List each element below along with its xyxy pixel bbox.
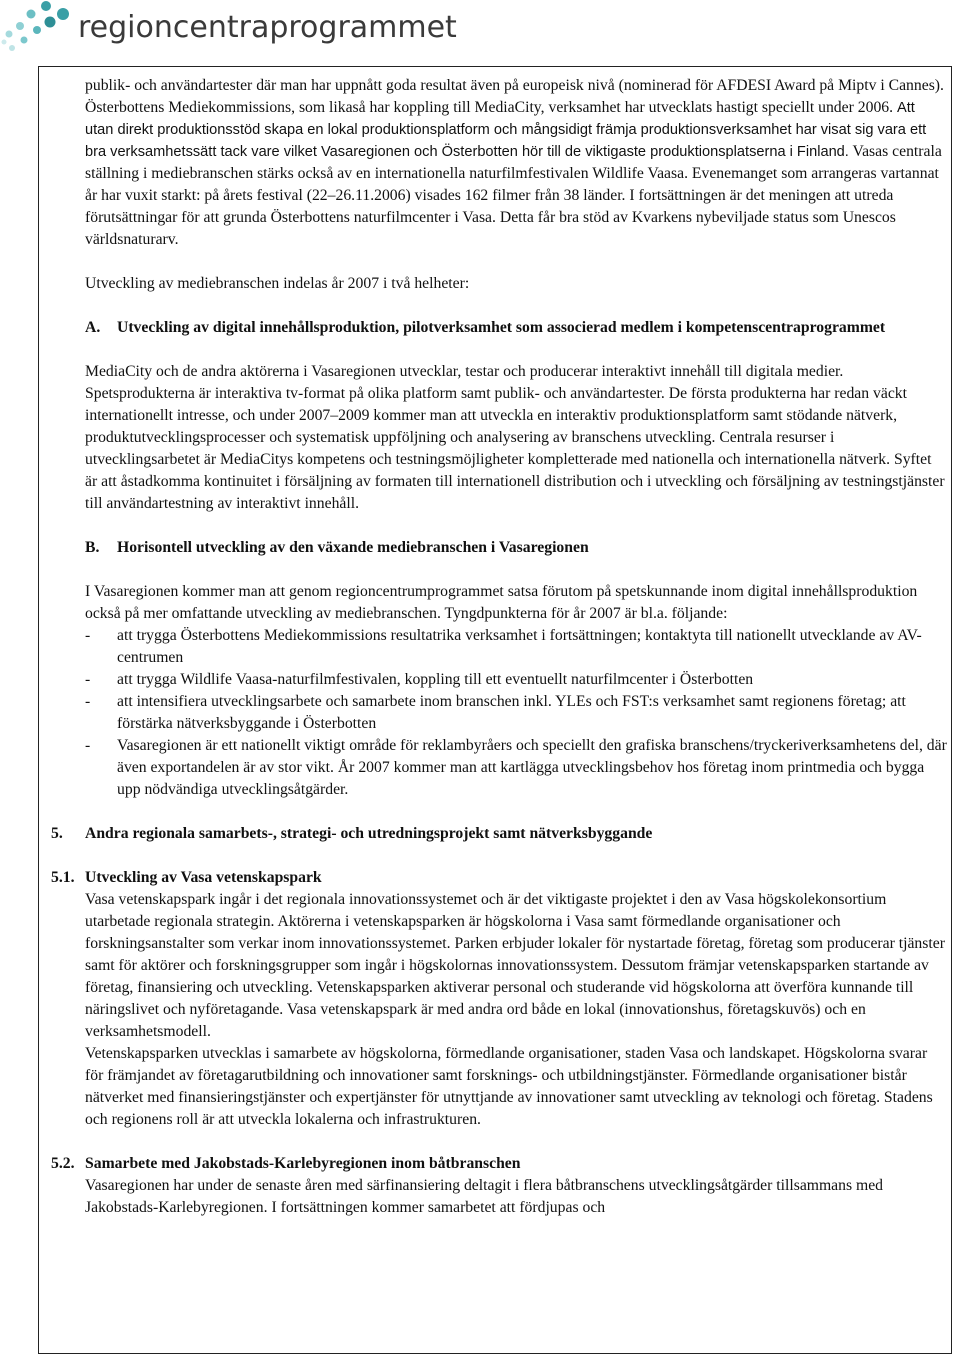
bullet-dash: - — [85, 737, 91, 754]
heading-b-label: B. — [85, 539, 100, 556]
paragraph-5-1-a: Vasa vetenskapspark ingår i det regionala innovationssystemet och är det viktigaste projektet i den av Vasa högskolekonsortium utarbetade regionala strategin. Aktörerna i vetenskapsparken är högskolorna i Vasa samt förmedlande organisationer och forskningsanstalter som verkar inom innovationssystemet. Parken erbjuder lokaler för nystartade företag, företag som producerar tjänster samt för aktörer och forskningsgrupper som ingår i högskolornas innovationssystem. Dessutom främjar vetenskapsparken startande av företag, finansiering och utveckling. Vetenskapsparken aktiverar personal och studerande vid högskolorna att överföra kunnande till näringslivet och nyföretagande. Vasa vetenskapspark är med andra ord både en lokal (innovationshus, företagskuvös) och en verksamhetsmodell. — [85, 891, 945, 1040]
paragraph-intro — [85, 75, 947, 251]
bullet-dash: - — [85, 627, 91, 644]
list-item-text: att trygga Wildlife Vaasa-naturfilmfestivalen, koppling till ett eventuellt naturfilmcenter i Österbotten — [117, 671, 754, 688]
section-5-2-title: Samarbete med Jakobstads-Karlebyregionen inom båtbranschen — [85, 1155, 521, 1172]
paragraph-5-2: Vasaregionen har under de senaste åren med särfinansiering deltagit i flera båtbranschens utvecklingsåtgärder tillsammans med Jakobstads-Karlebyregionen. I fortsättningen kommer samarbetet att fördjupas och — [85, 1177, 884, 1216]
bullet-dash: - — [85, 671, 91, 688]
heading-a-label: A. — [85, 319, 101, 336]
paragraph-b: I Vasaregionen kommer man att genom regioncentrumprogrammet satsa förutom på spetskunnande inom digital innehållsproduktion också på mer omfattande utveckling av mediebranschen. Tyngdpunkterna för år 2007 är bl.a. följande: — [85, 583, 918, 622]
logo-dots-icon — [0, 0, 80, 62]
bullet-dash: - — [85, 693, 91, 710]
heading-a — [85, 317, 947, 339]
logo-text: regioncentraprogrammet — [78, 10, 457, 45]
section-5-heading — [51, 823, 947, 845]
intro-text-a: publik- och användartester där man har uppnått goda resultat även på europeisk nivå (nominerad för AFDESI Award på Miptv i Cannes). Österbottens Mediekommissions, som likaså har koppling till MediaCity, verksamhet har utvecklats hastigt speciellt under 2006. — [85, 77, 944, 116]
list-item — [85, 691, 947, 735]
section-5-1-title: Utveckling av Vasa vetenskapspark — [85, 869, 322, 886]
list-item — [85, 735, 947, 801]
list-item-text: att intensifiera utvecklingsarbete och samarbete inom branschen inkl. YLEs och FST:s verksamhet samt regionens företag; att förstärka nätverksbyggande i Österbotten — [117, 693, 906, 732]
paragraph-overview: Utveckling av mediebranschen indelas år 2007 i två helheter: — [85, 275, 470, 292]
document-frame — [38, 66, 952, 1354]
heading-a-text: Utveckling av digital innehållsproduktion, pilotverksamhet som associerad medlem i kompetenscentraprogrammet — [117, 319, 886, 336]
section-5-1-heading — [51, 867, 947, 889]
list-item — [85, 625, 947, 669]
list-item — [85, 669, 947, 691]
section-5-2-heading — [51, 1153, 947, 1175]
paragraph-a: MediaCity och de andra aktörerna i Vasaregionen utvecklar, testar och producerar interaktivt innehåll till digitala medier. Spetsprodukterna är interaktiva tv-format på olika platform samt publik- och användartester. De första produkterna har redan väckt internationellt intresse, och under 2007–2009 kommer man att utveckla en interaktiv produktionsplatform samt stödande nätverk, produktutvecklingsprocesser och systematisk uppföljning och analysering av branschens utveckling. Centrala resurser i utvecklingsarbetet är MediaCitys kompetens och testningsmöjligheter kompletterade med nationella och internationella nätverk. Syftet är att åstadkomma kontinuitet i försäljning av formaten till internationell distribution och i utveckling och försäljning av testningstjänster till användartestning av interaktivt innehåll. — [85, 363, 945, 512]
section-5-number: 5. — [51, 825, 63, 842]
list-item-text: att trygga Österbottens Mediekommissions resultatrika verksamhet i fortsättningen; kontaktyta till nationellt utvecklande av AV-centrumen — [117, 627, 922, 666]
page-header — [0, 0, 960, 66]
intro-text-b: Vasas centrala ställning i mediebranschen stärks också av en internationella naturfilmfestivalen Wildlife Vaasa. Evenemanget som arrangeras vartannat år har vuxit starkt: på årets festival (22–26.11.2006) visades 162 filmer från 38 länder. I fortsättningen är det meningen att utreda förutsättningar för att grunda Österbottens naturfilmcenter i Vasa. Detta får bra stöd av Kvarkens nybeviljade status som Unescos världsnaturarv. — [85, 143, 942, 248]
heading-b-text: Horisontell utveckling av den växande mediebranschen i Vasaregionen — [117, 539, 589, 556]
paragraph-5-1-b: Vetenskapsparken utvecklas i samarbete av högskolorna, förmedlande organisationer, staden Vasa och landskapet. Högskolorna svarar för främjandet av företagarutbildning och innovationer samt forsknings- och utbildningstjänster. Förmedlande organisationer bistår nätverket med finansieringstjänster och expertjänster för utnyttjande av innovationer samt utveckling av teknologi och företag. Stadens och regionens roll är att utveckla lokalerna och infrastrukturen. — [85, 1045, 933, 1128]
list-item-text: Vasaregionen är ett nationellt viktigt område för reklambyråers och speciellt den grafiska branschens/tryckeriverksamhetens del, där även exportandelen är av stor vikt. År 2007 kommer man att kartlägga utvecklingsbehov hos företag inom printmedia och bygga upp nödvändiga utvecklingsåtgärder. — [117, 737, 947, 798]
document-body — [51, 75, 947, 1219]
section-5-2-number: 5.2. — [51, 1155, 75, 1172]
intro-text-sans: Att utan direkt produktionsstöd skapa en lokal produktionsplatform och mångsidigt främja produktionsverksamhet har visat sig vara ett bra verksamhetssätt tack vare vilket Vasaregionen och Österbotten hör till de viktigaste produktionsplatserna i Finland. — [85, 100, 927, 160]
section-5-title: Andra regionala samarbets-, strategi- och utredningsprojekt samt nätverksbyggande — [85, 825, 653, 842]
section-5-1-number: 5.1. — [51, 869, 75, 886]
heading-b — [85, 537, 947, 559]
